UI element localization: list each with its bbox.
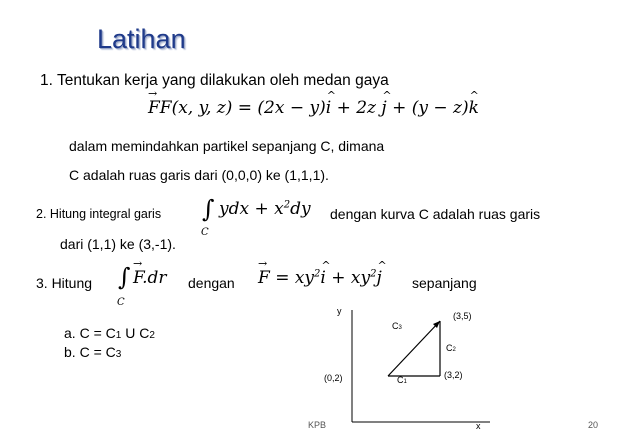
q2-label: 2. Hitung integral garis (36, 207, 162, 221)
eq-mid: + 2z (331, 98, 382, 118)
q1-line3: C adalah ruas garis dari (0,0,0) ke (1,1,1). (69, 167, 329, 183)
q3-a-text: a. C = C (64, 325, 116, 341)
q3-field (258, 268, 382, 288)
q2-integrand-sup: 2 (283, 199, 291, 211)
point-origin-label: (0,2) (324, 373, 343, 383)
q3-dengan: dengan (188, 275, 235, 291)
point-right-label: (3,2) (444, 370, 463, 380)
eq-mid2: + (y − z) (386, 98, 469, 118)
q2-integrand (219, 199, 311, 219)
footer-center: KPB (308, 420, 327, 430)
q3-j-hat: ^ j (376, 268, 381, 288)
q2-int-sub: C (201, 227, 209, 238)
q2-line2: dari (1,1) ke (3,-1). (60, 236, 176, 252)
q3-int-sub: C (117, 297, 125, 308)
f-vector: → F (148, 98, 160, 118)
c2-label (446, 343, 456, 353)
c2-sub: 2 (452, 347, 456, 353)
y-axis-label: y (337, 306, 342, 316)
q3-label: 3. Hitung (36, 275, 93, 291)
q2-right: dengan kurva C adalah ruas garis (330, 206, 541, 222)
q3-i-hat: ^ i (320, 268, 325, 288)
q3-integrand (133, 268, 167, 288)
c3-label (392, 321, 402, 331)
c3-text: C (392, 321, 399, 331)
q3-b-text: b. C = C (64, 344, 116, 360)
q3-option-b (64, 344, 121, 360)
j-hat: ^ j (381, 98, 386, 118)
point-top-label: (3,5) (453, 311, 472, 321)
integral-sign-q3: ∫ (118, 263, 131, 291)
eq-lhs: F(x, y, z) = (2x − y) (159, 98, 326, 118)
q1-text: 1. Tentukan kerja yang dilakukan oleh medan gaya (40, 72, 389, 89)
q3-sepanjang: sepanjang (412, 275, 477, 291)
q2-integrand-end: dy (290, 199, 311, 219)
q3-f-mid: + xy (325, 268, 371, 288)
q3-a-sub1: 1 (115, 330, 122, 341)
c2-text: C (446, 343, 453, 353)
q3-f-sup1: 2 (314, 268, 321, 280)
k-hat: ^ k (469, 98, 479, 118)
q2-integrand-a: ydx + x (219, 199, 284, 219)
integral-sign-q2: ∫ (202, 195, 215, 223)
q3-option-a (64, 325, 155, 341)
q3-a-sub2: 2 (149, 330, 155, 341)
q1-line2: dalam memindahkan partikel sepanjang C, dimana (69, 138, 385, 154)
c1-sub: 1 (403, 379, 407, 385)
c1-label (397, 375, 407, 385)
i-hat: ^ i (326, 98, 331, 118)
q3-integrand-text: → F.dr (133, 268, 167, 288)
x-axis-label: x (476, 421, 481, 431)
q1-equation (148, 98, 479, 118)
c1-text: C (397, 375, 404, 385)
q3-f-lhs: → F = xy (258, 268, 314, 288)
c3-sub: 3 (398, 325, 402, 331)
slide-title: Latihan (97, 24, 186, 54)
page-number: 20 (588, 420, 599, 430)
q3-f-sup2: 2 (370, 268, 377, 280)
path-diagram (330, 300, 530, 435)
q3-b-sub: 3 (115, 349, 122, 360)
q3-a-mid: U C (121, 325, 150, 341)
